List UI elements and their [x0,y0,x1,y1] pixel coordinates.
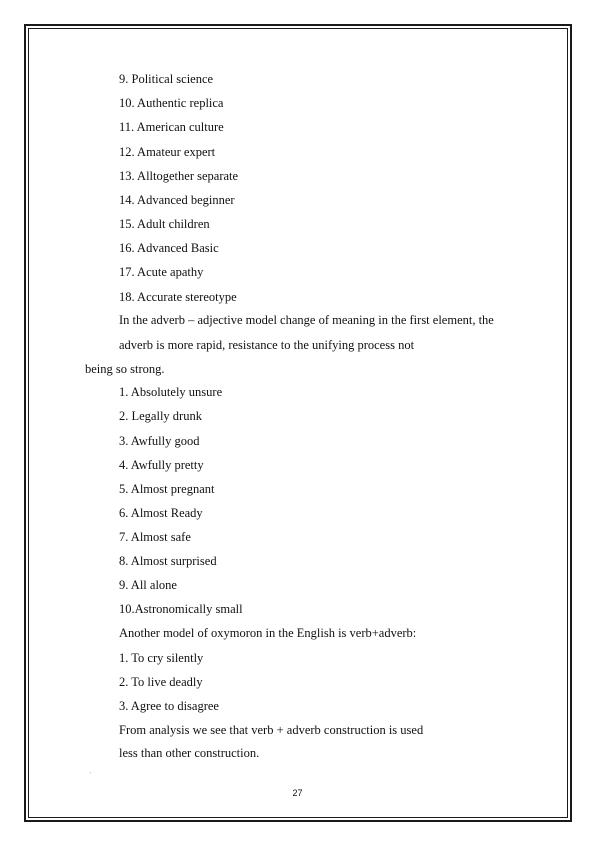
paragraph-line: From analysis we see that verb + adverb construction is used [119,723,424,737]
list-item: 14. Advanced beginner [119,193,235,207]
list-item: 11. American culture [119,120,224,134]
list-item: 6. Almost Ready [119,506,203,520]
list-item: 16. Advanced Basic [119,241,219,255]
list-item: 3. Awfully good [119,434,200,448]
list-item: 17. Acute apathy [119,265,204,279]
list-item: 1. Absolutely unsure [119,385,223,399]
list-item: 1. To cry silently [119,651,204,665]
paragraph-line: In the adverb – adjective model change of meaning in the first element, the [119,313,494,327]
list-item: 18. Accurate stereotype [119,290,237,304]
list-item: 10. Authentic replica [119,96,224,110]
list-item: 12. Amateur expert [119,145,216,159]
list-item: 8. Almost surprised [119,554,217,568]
list-item: 7. Almost safe [119,530,191,544]
list-item: 2. Legally drunk [119,409,202,423]
page-border-inner [28,28,568,818]
list-item: 9. Political science [119,72,214,86]
paragraph-line: adverb is more rapid, resistance to the unifying process not [119,338,415,352]
list-item: 15. Adult children [119,217,210,231]
stray-mark: ' [90,772,92,778]
list-item: 3. Agree to disagree [119,699,219,713]
list-item: 5. Almost pregnant [119,482,215,496]
list-item: 2. To live deadly [119,675,203,689]
page-number: 27 [292,788,303,798]
list-item: 4. Awfully pretty [119,458,204,472]
list-item: 10.Astronomically small [119,602,243,616]
list-item: 9. All alone [119,578,177,592]
paragraph-line: being so strong. [85,362,165,376]
list-item: 13. Alltogether separate [119,169,239,183]
paragraph-line: Another model of oxymoron in the English is verb+adverb: [119,626,417,640]
paragraph-line: less than other construction. [119,746,260,760]
